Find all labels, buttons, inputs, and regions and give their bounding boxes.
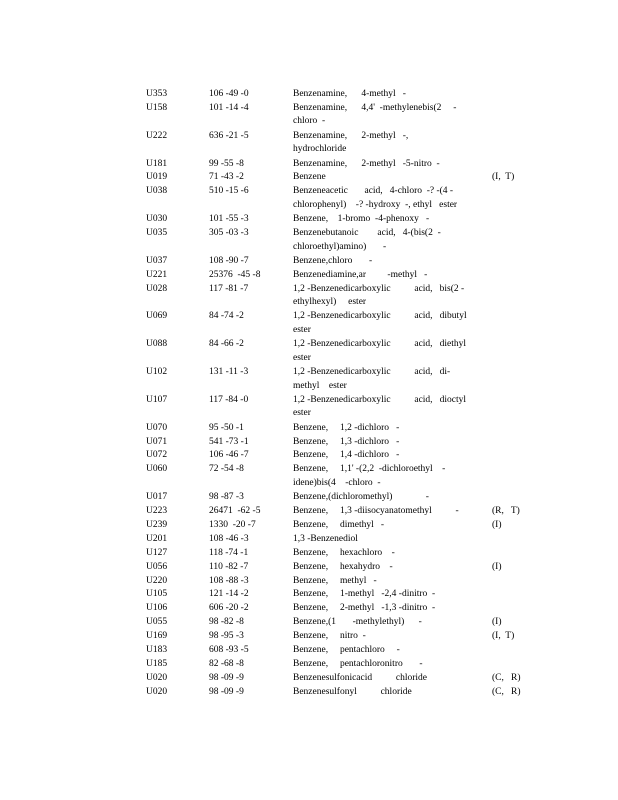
chemical-name-cell: Benzene,(dichloromethyl) - xyxy=(293,492,429,503)
chemical-name-cell: 1,3 -Benzenediol xyxy=(293,533,358,544)
waste-code-cell: U069 xyxy=(146,311,168,322)
waste-code-cell: U169 xyxy=(146,631,168,642)
hazard-code-cell: (C, R) xyxy=(492,686,521,697)
cas-number-cell: 84 -74 -2 xyxy=(209,311,244,322)
cas-number-cell: 305 -03 -3 xyxy=(209,228,249,238)
waste-code-cell: U106 xyxy=(146,603,168,614)
waste-code-cell: U017 xyxy=(146,492,168,503)
chemical-name-cell: Benzeneacetic acid, 4-chloro -? -(4 - chlorophenyl) -? -hydroxy -, ethyl ester xyxy=(293,186,458,210)
cas-number-cell: 25376 -45 -8 xyxy=(209,269,261,280)
chemical-name-cell: Benzene, pentachloro - xyxy=(293,645,400,655)
cas-number-cell: 95 -50 -1 xyxy=(209,422,244,433)
cas-number-cell: 606 -20 -2 xyxy=(209,603,249,614)
chemical-name-cell: Benzene, 1,4 -dichloro - xyxy=(293,450,400,461)
chemical-name-cell: 1,2 -Benzenedicarboxylic acid, dioctyl ester xyxy=(293,394,467,419)
chemical-name-cell: Benzene, 1,3 -dichloro - xyxy=(293,436,400,447)
waste-code-cell: U127 xyxy=(146,547,168,558)
waste-code-cell: U185 xyxy=(146,658,168,669)
waste-code-cell: U158 xyxy=(146,102,168,113)
cas-number-cell: 101 -14 -4 xyxy=(209,102,249,113)
cas-number-cell: 98 -87 -3 xyxy=(209,492,244,503)
hazard-code-cell: (I) xyxy=(492,561,502,572)
hazard-code-cell: (I) xyxy=(492,519,502,530)
waste-code-cell: U028 xyxy=(146,283,168,294)
cas-number-cell: 71 -43 -2 xyxy=(209,172,244,183)
waste-code-cell: U353 xyxy=(146,89,168,99)
waste-code-cell: U020 xyxy=(146,686,168,697)
cas-number-cell: 84 -66 -2 xyxy=(209,339,244,350)
waste-code-cell: U088 xyxy=(146,339,168,350)
chemical-name-cell: Benzene,chloro - xyxy=(293,255,373,266)
cas-number-cell: 608 -93 -5 xyxy=(209,645,249,655)
chemical-name-cell: 1,2 -Benzenedicarboxylic acid, dibutyl ester xyxy=(293,311,467,335)
waste-code-cell: U037 xyxy=(146,255,168,266)
waste-code-cell: U038 xyxy=(146,186,168,197)
cas-number-cell: 110 -82 -7 xyxy=(209,561,249,572)
chemical-name-cell: Benzenamine, 2-methyl -5-nitro - xyxy=(293,158,440,169)
cas-number-cell: 1330 -20 -7 xyxy=(209,519,256,530)
waste-code-cell: U072 xyxy=(146,450,168,461)
cas-number-cell: 108 -88 -3 xyxy=(209,575,249,586)
chemical-name-cell: Benzene, 1,3 -diisocyanatomethyl - xyxy=(293,506,459,516)
chemical-name-cell: Benzene, methyl - xyxy=(293,575,377,586)
cas-number-cell: 636 -21 -5 xyxy=(209,130,249,141)
waste-code-cell: U183 xyxy=(146,645,168,655)
waste-code-cell: U102 xyxy=(146,367,168,377)
chemical-name-cell: Benzene, dimethyl - xyxy=(293,519,385,530)
cas-number-cell: 118 -74 -1 xyxy=(209,547,249,558)
chemical-name-cell: Benzene xyxy=(293,172,326,183)
chemical-name-cell: Benzenamine, 2-methyl -, hydrochloride xyxy=(293,130,409,155)
hazard-code-cell: (I, T) xyxy=(492,172,515,183)
cas-number-cell: 117 -81 -7 xyxy=(209,283,249,294)
chemical-name-cell: Benzene, 2-methyl -1,3 -dinitro - xyxy=(293,603,436,614)
cas-number-cell: 72 -54 -8 xyxy=(209,464,244,475)
chemical-name-cell: Benzenesulfonyl chloride xyxy=(293,686,412,697)
waste-code-cell: U071 xyxy=(146,436,168,447)
cas-number-cell: 98 -09 -9 xyxy=(209,686,244,697)
chemical-name-cell: Benzene, hexachloro - xyxy=(293,547,395,558)
waste-code-cell: U107 xyxy=(146,394,168,405)
waste-code-cell: U030 xyxy=(146,214,168,225)
chemical-name-cell: Benzenamine, 4,4' -methylenebis(2 - chloro - xyxy=(293,102,457,127)
cas-number-cell: 510 -15 -6 xyxy=(209,186,249,197)
waste-code-cell: U220 xyxy=(146,575,168,586)
waste-code-cell: U201 xyxy=(146,533,168,544)
chemical-name-cell: Benzenebutanoic acid, 4-(bis(2 - chloroethyl)amino) - xyxy=(293,228,441,252)
chemical-name-cell: Benzene, 1-bromo -4-phenoxy - xyxy=(293,214,430,225)
cas-number-cell: 131 -11 -3 xyxy=(209,367,249,377)
waste-code-cell: U105 xyxy=(146,589,168,600)
waste-code-cell: U019 xyxy=(146,172,168,183)
cas-number-cell: 99 -55 -8 xyxy=(209,158,244,169)
waste-code-cell: U221 xyxy=(146,269,168,280)
chemical-name-cell: Benzene, 1-methyl -2,4 -dinitro - xyxy=(293,589,436,600)
chemical-name-cell: 1,2 -Benzenedicarboxylic acid, bis(2 - ethylhexyl) ester xyxy=(293,283,465,308)
chemical-name-cell: Benzene, hexahydro - xyxy=(293,561,393,572)
waste-code-cell: U055 xyxy=(146,617,168,628)
cas-number-cell: 98 -95 -3 xyxy=(209,631,244,642)
waste-code-cell: U222 xyxy=(146,130,168,141)
hazard-code-cell: (I) xyxy=(492,617,502,628)
waste-code-cell: U223 xyxy=(146,506,168,516)
hazard-code-cell: (C, R) xyxy=(492,672,521,683)
cas-number-cell: 98 -82 -8 xyxy=(209,617,244,628)
cas-number-cell: 98 -09 -9 xyxy=(209,672,244,683)
chemical-name-cell: Benzene, 1,2 -dichloro - xyxy=(293,422,400,433)
cas-number-cell: 106 -49 -0 xyxy=(209,89,249,99)
chemical-name-cell: Benzene, 1,1' -(2,2 -dichloroethyl - idene)bis(4 -chloro - xyxy=(293,464,446,488)
waste-code-cell: U181 xyxy=(146,158,168,169)
cas-number-cell: 108 -90 -7 xyxy=(209,255,249,266)
waste-code-cell: U060 xyxy=(146,464,168,475)
cas-number-cell: 108 -46 -3 xyxy=(209,533,249,544)
chemical-name-cell: Benzenediamine,ar -methyl - xyxy=(293,269,428,280)
chemical-name-cell: Benzene, nitro - xyxy=(293,631,366,642)
waste-code-cell: U239 xyxy=(146,519,168,530)
chemical-name-cell: Benzenamine, 4-methyl - xyxy=(293,89,406,99)
hazard-code-cell: (R, T) xyxy=(492,506,520,516)
chemical-name-cell: Benzene,(1 -methylethyl) - xyxy=(293,617,422,628)
cas-number-cell: 106 -46 -7 xyxy=(209,450,249,461)
waste-code-cell: U056 xyxy=(146,561,168,572)
chemical-name-cell: 1,2 -Benzenedicarboxylic acid, diethyl ester xyxy=(293,339,467,363)
waste-code-cell: U035 xyxy=(146,228,168,238)
cas-number-cell: 101 -55 -3 xyxy=(209,214,249,225)
cas-number-cell: 541 -73 -1 xyxy=(209,436,249,447)
chemical-name-cell: Benzene, pentachloronitro - xyxy=(293,658,423,669)
waste-code-cell: U070 xyxy=(146,422,168,433)
chemical-name-cell: 1,2 -Benzenedicarboxylic acid, di- methyl ester xyxy=(293,367,451,391)
cas-number-cell: 117 -84 -0 xyxy=(209,394,249,405)
chemical-name-cell: Benzenesulfonicacid chloride xyxy=(293,672,428,683)
cas-number-cell: 26471 -62 -5 xyxy=(209,506,261,516)
hazard-code-cell: (I, T) xyxy=(492,631,515,642)
cas-number-cell: 121 -14 -2 xyxy=(209,589,249,600)
cas-number-cell: 82 -68 -8 xyxy=(209,658,244,669)
waste-code-cell: U020 xyxy=(146,672,168,683)
